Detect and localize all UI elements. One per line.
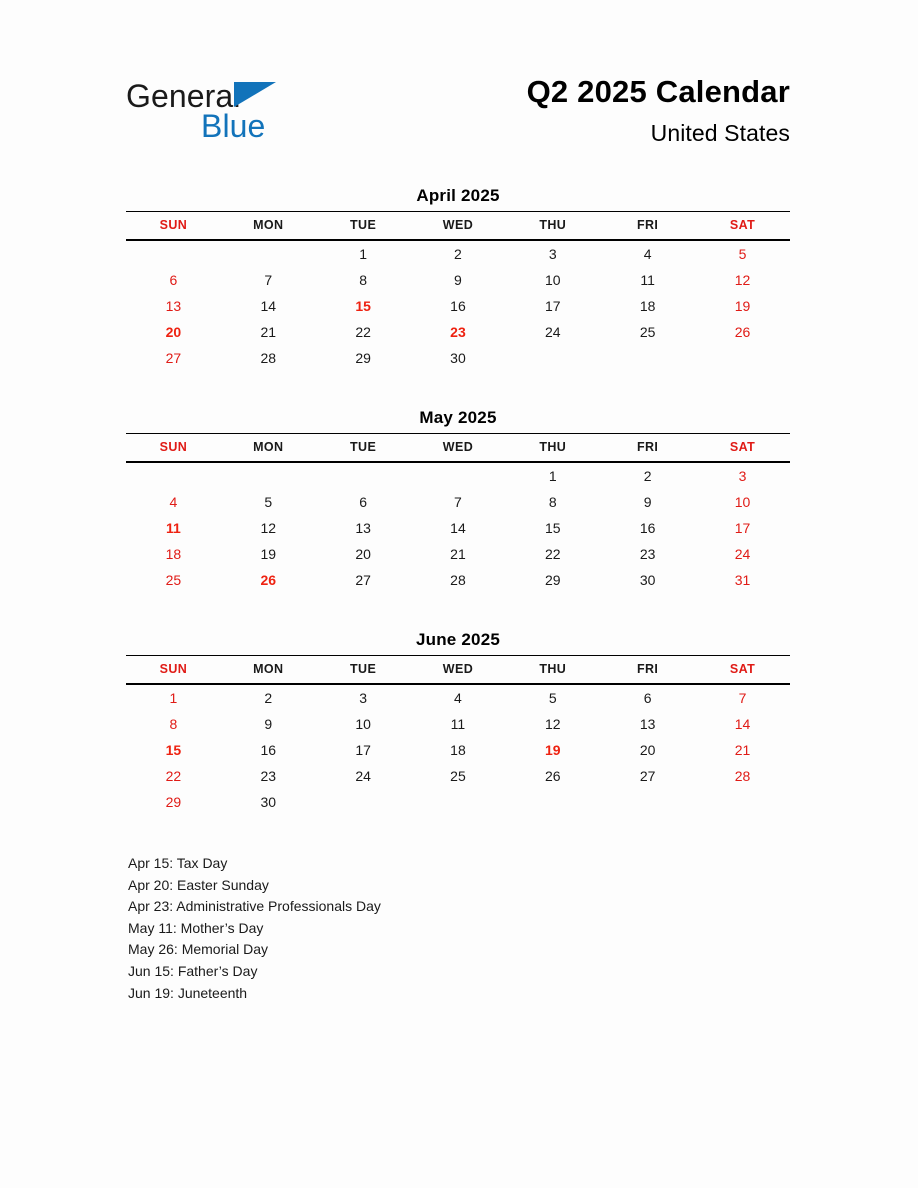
day-cell: 24 [355, 768, 371, 784]
day-cell: 22 [355, 324, 371, 340]
legend-item: Jun 19: Juneteenth [128, 984, 248, 1001]
day-cell: 19 [260, 546, 277, 562]
day-cell: 8 [548, 494, 557, 510]
day-cell: 25 [450, 768, 466, 784]
month-title: April 2025 [416, 186, 500, 205]
day-cell: 28 [450, 572, 466, 588]
day-cell: 14 [260, 298, 277, 314]
month-grid [126, 211, 790, 371]
month-block-may [126, 407, 790, 593]
table-row [126, 319, 790, 345]
day-cell: 4 [454, 690, 462, 706]
table-row [126, 293, 790, 319]
day-cell: 12 [260, 520, 277, 536]
day-cell: 19 [734, 298, 751, 314]
logo-text-blue: Blue [201, 108, 266, 144]
day-cell-empty [505, 345, 600, 371]
page-title: Q2 2025 Calendar [526, 74, 790, 109]
day-cell: 3 [738, 468, 747, 484]
weekday-header-sun: SUN [126, 212, 221, 241]
day-cell: 25 [639, 324, 656, 340]
logo-text-general: General [126, 78, 241, 114]
weekday-header-sun: SUN [126, 656, 221, 685]
day-cell: 2 [643, 468, 652, 484]
table-row [126, 711, 790, 737]
month-grid [126, 655, 790, 815]
day-cell: 15 [165, 742, 182, 758]
table-row [126, 567, 790, 593]
day-cell: 20 [165, 324, 182, 340]
legend-item: Apr 15: Tax Day [128, 855, 228, 871]
day-cell: 29 [545, 572, 561, 588]
weekday-header-wed: WED [411, 656, 506, 685]
day-cell: 30 [260, 794, 277, 810]
day-cell: 14 [450, 520, 466, 536]
month-block-june [126, 629, 790, 815]
month-days-body [126, 684, 790, 815]
table-row [126, 489, 790, 515]
page-header [126, 72, 790, 164]
day-cell: 14 [734, 716, 751, 732]
month-block-april [126, 185, 790, 371]
day-cell: 22 [545, 546, 561, 562]
table-row [126, 737, 790, 763]
day-cell: 28 [734, 768, 751, 784]
logo-triangle-icon [234, 82, 276, 107]
day-cell: 7 [738, 690, 747, 706]
day-cell: 9 [454, 272, 462, 288]
day-cell: 25 [165, 572, 182, 588]
table-row [126, 789, 790, 815]
table-row [126, 684, 790, 711]
day-cell: 2 [454, 246, 462, 262]
page-subtitle-country: United States [650, 120, 790, 146]
day-cell-empty [695, 345, 790, 371]
day-cell: 21 [734, 742, 751, 758]
day-cell: 3 [548, 246, 557, 262]
day-cell-empty [221, 462, 316, 489]
day-cell-empty [600, 345, 695, 371]
day-cell: 5 [548, 690, 557, 706]
day-cell: 17 [545, 298, 561, 314]
day-cell: 5 [738, 246, 747, 262]
day-cell: 15 [355, 298, 371, 314]
day-cell: 24 [545, 324, 561, 340]
day-cell: 27 [165, 350, 182, 366]
day-cell: 29 [165, 794, 182, 810]
day-cell: 12 [545, 716, 561, 732]
weekday-header-tue: TUE [316, 434, 411, 463]
day-cell: 8 [359, 272, 367, 288]
weekday-header-thu: THU [505, 434, 600, 463]
day-cell: 18 [450, 742, 466, 758]
day-cell: 5 [264, 494, 273, 510]
table-row [126, 212, 790, 241]
day-cell-empty [126, 240, 221, 267]
day-cell-empty [411, 462, 506, 489]
weekday-header-row [126, 656, 790, 685]
weekday-header-mon: MON [221, 656, 316, 685]
weekday-header-fri: FRI [600, 656, 695, 685]
table-row [126, 462, 790, 489]
day-cell: 1 [548, 468, 557, 484]
day-cell: 9 [643, 494, 652, 510]
day-cell: 6 [359, 494, 367, 510]
day-cell: 26 [734, 324, 751, 340]
day-cell: 20 [639, 742, 656, 758]
day-cell-empty [316, 462, 411, 489]
day-cell: 11 [166, 520, 181, 536]
day-cell: 17 [355, 742, 371, 758]
weekday-header-mon: MON [221, 212, 316, 241]
day-cell: 27 [639, 768, 656, 784]
day-cell: 6 [169, 272, 178, 288]
legend-item: May 26: Memorial Day [128, 941, 269, 958]
day-cell: 16 [450, 298, 466, 314]
table-row [126, 656, 790, 685]
day-cell: 24 [734, 546, 751, 562]
weekday-header-sat: SAT [695, 656, 790, 685]
day-cell: 12 [734, 272, 751, 288]
day-cell: 16 [260, 742, 277, 758]
day-cell: 16 [639, 520, 656, 536]
month-days-body [126, 462, 790, 593]
weekday-header-sun: SUN [126, 434, 221, 463]
day-cell: 29 [355, 350, 371, 366]
table-row [126, 267, 790, 293]
legend-item: Apr 23: Administrative Professionals Day [128, 898, 381, 915]
day-cell: 17 [734, 520, 751, 536]
day-cell: 19 [545, 742, 561, 758]
day-cell: 1 [359, 246, 367, 262]
day-cell: 10 [355, 716, 371, 732]
day-cell: 30 [639, 572, 656, 588]
title-block [370, 72, 790, 150]
day-cell-empty [411, 789, 506, 815]
weekday-header-fri: FRI [600, 434, 695, 463]
day-cell: 13 [165, 298, 182, 314]
day-cell: 11 [450, 716, 466, 732]
day-cell: 1 [169, 690, 178, 706]
table-row [126, 541, 790, 567]
table-row [126, 240, 790, 267]
day-cell-empty [316, 789, 411, 815]
day-cell: 22 [165, 768, 182, 784]
day-cell: 21 [450, 546, 466, 562]
day-cell: 4 [169, 494, 178, 510]
weekday-header-row [126, 212, 790, 241]
day-cell: 8 [169, 716, 178, 732]
table-row [126, 345, 790, 371]
legend-item: May 11: Mother’s Day [128, 919, 264, 936]
day-cell-empty [221, 240, 316, 267]
day-cell-empty [600, 789, 695, 815]
day-cell: 13 [355, 520, 371, 536]
weekday-header-tue: TUE [316, 656, 411, 685]
weekday-header-thu: THU [505, 656, 600, 685]
day-cell-empty [505, 789, 600, 815]
day-cell: 30 [450, 350, 466, 366]
month-title: June 2025 [415, 630, 501, 649]
day-cell: 11 [640, 272, 655, 288]
weekday-header-sat: SAT [695, 434, 790, 463]
day-cell: 7 [264, 272, 273, 288]
day-cell: 9 [264, 716, 273, 732]
day-cell-empty [695, 789, 790, 815]
weekday-header-wed: WED [411, 212, 506, 241]
day-cell: 28 [260, 350, 277, 366]
day-cell: 23 [260, 768, 277, 784]
day-cell: 10 [734, 494, 751, 510]
day-cell: 7 [454, 494, 462, 510]
weekday-header-fri: FRI [600, 212, 695, 241]
day-cell: 31 [734, 572, 751, 588]
day-cell: 18 [639, 298, 656, 314]
table-row [126, 763, 790, 789]
day-cell: 18 [165, 546, 182, 562]
day-cell: 6 [643, 690, 652, 706]
legend-item: Jun 15: Father’s Day [128, 962, 258, 979]
table-row [126, 434, 790, 463]
day-cell: 13 [639, 716, 656, 732]
holiday-legend [128, 853, 748, 1004]
day-cell: 26 [260, 572, 277, 588]
day-cell: 3 [359, 690, 367, 706]
day-cell: 15 [545, 520, 561, 536]
weekday-header-sat: SAT [695, 212, 790, 241]
weekday-header-tue: TUE [316, 212, 411, 241]
weekday-header-mon: MON [221, 434, 316, 463]
month-grid [126, 433, 790, 593]
day-cell: 4 [643, 246, 652, 262]
day-cell: 23 [639, 546, 656, 562]
weekday-header-row [126, 434, 790, 463]
weekday-header-wed: WED [411, 434, 506, 463]
day-cell: 27 [355, 572, 371, 588]
day-cell-empty [126, 462, 221, 489]
day-cell: 20 [355, 546, 371, 562]
day-cell: 2 [264, 690, 273, 706]
day-cell: 10 [545, 272, 561, 288]
table-row [126, 515, 790, 541]
day-cell: 21 [260, 324, 277, 340]
day-cell: 23 [450, 324, 466, 340]
month-days-body [126, 240, 790, 371]
weekday-header-thu: THU [505, 212, 600, 241]
day-cell: 26 [545, 768, 561, 784]
month-title: May 2025 [419, 408, 497, 427]
legend-item: Apr 20: Easter Sunday [128, 876, 269, 893]
